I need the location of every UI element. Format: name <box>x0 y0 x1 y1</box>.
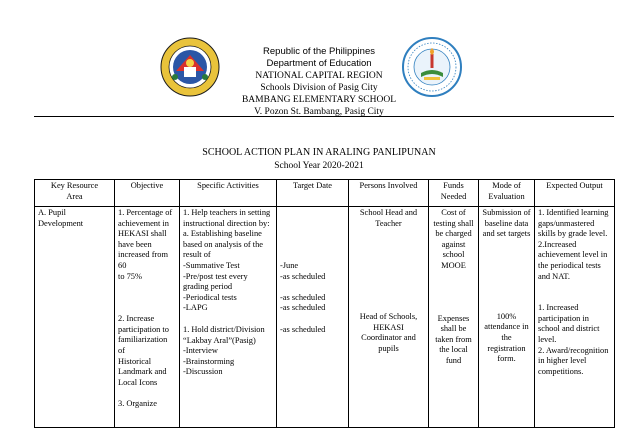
region-line: NATIONAL CAPITAL REGION <box>255 71 383 81</box>
activities-2: 1. Hold district/Division “Lakbay Aral”(Pasig) -Interview -Brainstorming -Discussion <box>183 324 265 377</box>
cell-persons <box>349 207 429 428</box>
output-2: 1. Increased participation in school and district level. 2. Award/recognition in higher level competitions. <box>538 303 609 376</box>
table-header-row <box>35 180 615 207</box>
persons-1: School Head and Teacher <box>359 208 418 228</box>
cell-evaluation <box>479 207 535 428</box>
action-plan-table <box>34 179 615 428</box>
cell-objective <box>115 207 180 428</box>
key-resource-text: A. Pupil Development <box>38 208 84 228</box>
document-title: SCHOOL ACTION PLAN IN ARALING PANLIPUNAN <box>202 147 436 158</box>
objective-3: 3. Organize <box>118 399 157 409</box>
evaluation-1: Submission of baseline data and set targets <box>482 208 531 239</box>
republic-line: Republic of the Philippines <box>263 46 375 57</box>
cell-output <box>535 207 615 428</box>
funds-1: Cost of testing shall be charged against school MOOE <box>433 208 474 270</box>
evaluation-2: 100% attendance in the registration form. <box>484 311 529 364</box>
cell-funds <box>429 207 479 428</box>
division-line: Schools Division of Pasig City <box>260 83 378 93</box>
header-activities: Specific Activities <box>180 180 277 207</box>
header-target-date: Target Date <box>277 180 349 207</box>
letterhead <box>0 46 638 118</box>
department-line: Department of Education <box>266 58 372 69</box>
school-year: School Year 2020-2021 <box>274 161 364 171</box>
header-output: Expected Output <box>535 180 615 207</box>
persons-2: Head of Schools, HEKASI Coordinator and pupils <box>359 312 418 353</box>
funds-2: Expenses shall be taken from the local fund <box>435 313 472 365</box>
header-objective: Objective <box>115 180 180 207</box>
objective-1: 1. Percentage of achievement in HEKASI shall have been increased from 60 to 75% <box>118 208 173 281</box>
cell-activities <box>180 207 277 428</box>
header-funds: Funds Needed <box>429 180 479 207</box>
school-name-line: BAMBANG ELEMENTARY SCHOOL <box>241 95 397 105</box>
address-line: V. Pozon St. Bambang, Pasig City <box>254 107 384 117</box>
target-dates: -June -as scheduled -as scheduled -as scheduled -as scheduled <box>280 261 326 334</box>
cell-target-date <box>277 207 349 428</box>
table-row <box>35 207 615 428</box>
cell-key-resource <box>35 207 115 428</box>
activities-1: 1. Help teachers in setting instructional direction by: a. Establishing baseline based on analysis of the result of -Summative Test -Pre/post test every grading period -Periodical tests -LAPG <box>183 208 271 313</box>
output-1: 1. Identified learning gaps/unmastered skills by grade level. 2.Increased achievement level in the periodical tests and NAT. <box>538 208 609 281</box>
header-evaluation: Mode of Evaluation <box>479 180 535 207</box>
header-key-resource: Key Resource Area <box>35 180 115 207</box>
objective-2: 2. Increase participation to familiarization of Historical Landmark and Local Icons <box>118 314 169 387</box>
header-persons: Persons Involved <box>349 180 429 207</box>
header-divider <box>34 116 614 117</box>
